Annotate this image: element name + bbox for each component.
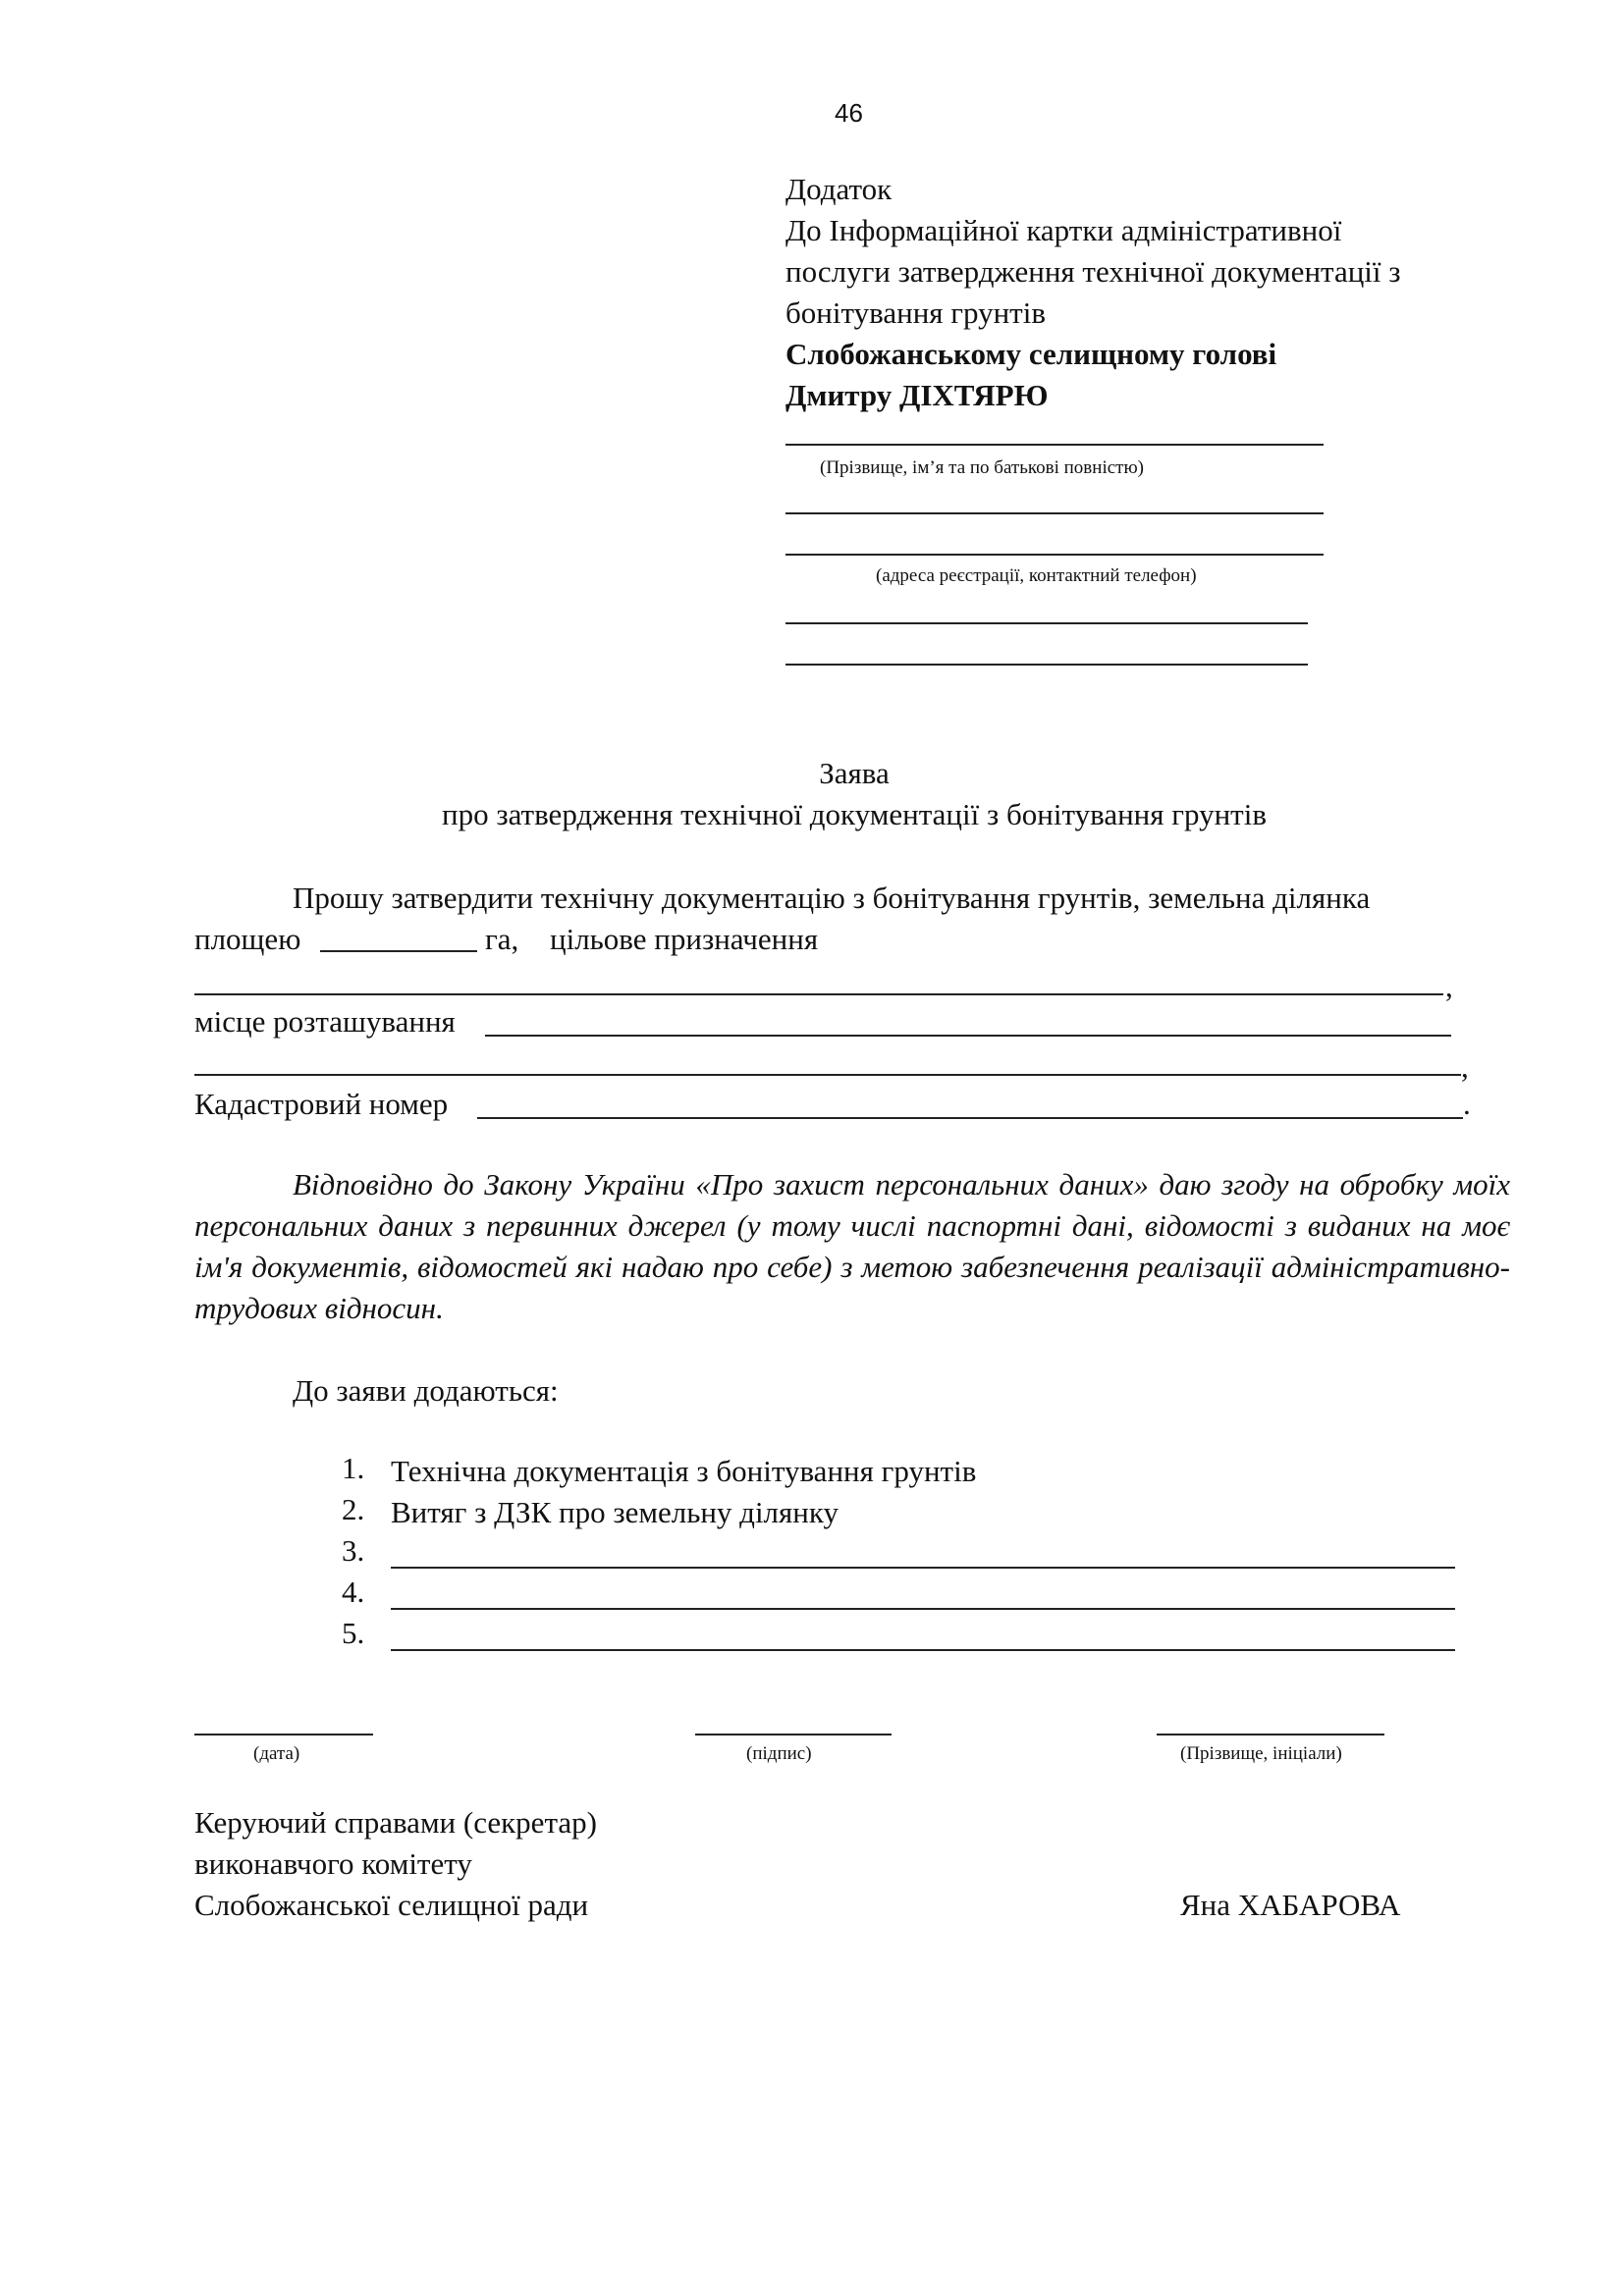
date-line[interactable]: [194, 1734, 373, 1735]
page-number: 46: [835, 98, 863, 128]
attachment-number-4: 4.: [342, 1575, 365, 1609]
attachment-number-3: 3.: [342, 1533, 365, 1568]
recipient-line-2: Дмитру ДІХТЯРЮ: [785, 378, 1049, 412]
purpose-field[interactable]: [194, 993, 1443, 995]
area-label: площею: [194, 922, 301, 956]
attachment-item-1: Технічна документація з бонітування грунтів: [391, 1454, 977, 1488]
location-field-2[interactable]: [194, 1074, 1461, 1076]
purpose-comma: ,: [1445, 969, 1453, 1003]
applicant-address-line-1[interactable]: [785, 512, 1324, 514]
appendix-line-2: послуги затвердження технічної документації з: [785, 254, 1401, 289]
attachment-number-1: 1.: [342, 1451, 365, 1485]
footer-role-line-2: виконавчого комітету: [194, 1846, 472, 1881]
attachment-field-4[interactable]: [391, 1608, 1455, 1610]
attachment-field-5[interactable]: [391, 1649, 1455, 1651]
cadastral-period: .: [1463, 1087, 1471, 1121]
signature-line[interactable]: [695, 1734, 892, 1735]
recipient-line-1: Слобожанському селищному голові: [785, 337, 1277, 371]
attachments-heading: До заяви додаються:: [293, 1373, 559, 1408]
name-line[interactable]: [1157, 1734, 1384, 1735]
appendix-label: Додаток: [785, 172, 893, 206]
footer-role-line-3: Слобожанської селищної ради: [194, 1888, 589, 1922]
footer-role-line-1: Керуючий справами (секретар): [194, 1805, 597, 1840]
location-field[interactable]: [485, 1035, 1451, 1037]
attachment-number-2: 2.: [342, 1492, 365, 1526]
appendix-line-1: До Інформаційної картки адміністративної: [785, 213, 1342, 247]
document-title: Заява: [819, 756, 890, 790]
attachment-item-2: Витяг з ДЗК про земельну ділянку: [391, 1495, 839, 1529]
location-comma: ,: [1461, 1049, 1469, 1084]
date-caption: (дата): [253, 1743, 300, 1764]
document-subtitle: про затвердження технічної документації з бонітування грунтів: [442, 797, 1267, 831]
applicant-phone-line-1[interactable]: [785, 622, 1308, 624]
footer-signer-name: Яна ХАБАРОВА: [1180, 1888, 1401, 1922]
cadastral-field[interactable]: [477, 1117, 1463, 1119]
signature-caption: (підпис): [746, 1743, 812, 1764]
name-initials-caption: (Прізвище, ініціали): [1180, 1743, 1342, 1764]
location-label: місце розташування: [194, 1004, 456, 1039]
area-field[interactable]: [320, 950, 477, 952]
applicant-address-line-2[interactable]: [785, 554, 1324, 556]
request-line-1: Прошу затвердити технічну документацію з бонітування грунтів, земельна ділянка: [293, 881, 1371, 915]
attachment-number-5: 5.: [342, 1616, 365, 1650]
cadastral-label: Кадастровий номер: [194, 1087, 449, 1121]
area-unit: га,: [485, 922, 519, 956]
applicant-name-line[interactable]: [785, 444, 1324, 446]
attachment-field-3[interactable]: [391, 1567, 1455, 1569]
address-caption: (адреса реєстрації, контактний телефон): [876, 565, 1197, 586]
purpose-label: цільове призначення: [550, 922, 819, 956]
applicant-phone-line-2[interactable]: [785, 664, 1308, 666]
appendix-line-3: бонітування грунтів: [785, 295, 1046, 330]
consent-paragraph: Відповідно до Закону України «Про захист персональних даних» даю згоду на обробку моїх персональних даних з первинних джерел (у тому числі паспортні дані, відомості з виданих на моє ім'я документів, відомостей які надаю про себе) з метою забезпечення реалізації адміністративно-трудових відносин.: [194, 1167, 1510, 1325]
name-caption: (Прізвище, ім’я та по батькові повністю): [820, 457, 1144, 478]
